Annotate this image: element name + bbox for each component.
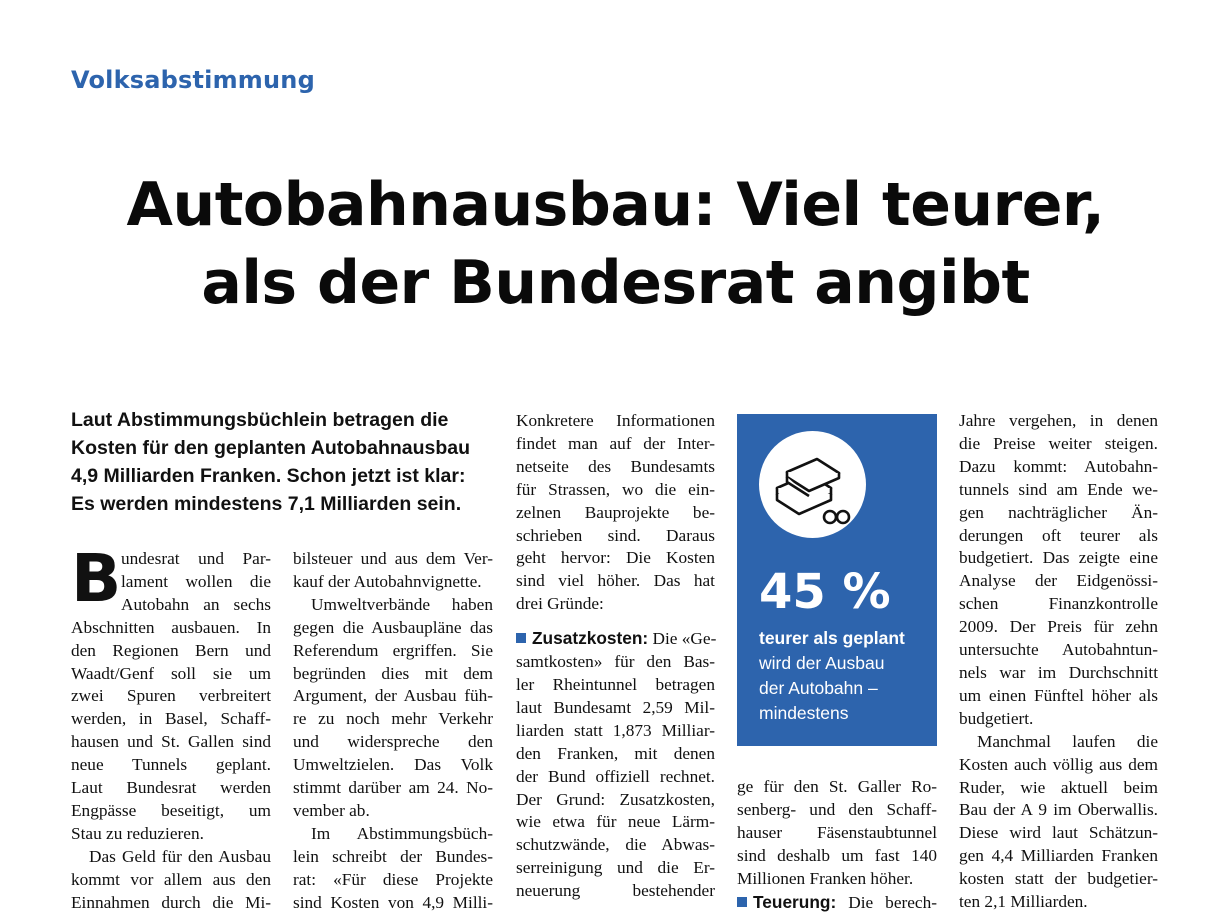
text-line: derungen oft teurer als [959, 525, 1158, 545]
text-line: netseite des Bundesamts [516, 456, 715, 476]
text-line: sind deshalb um fast 140 [737, 845, 937, 865]
text-line: neuerung bestehender [516, 881, 715, 901]
text-line: Einnahmen durch die Mi- [71, 892, 271, 912]
text-line: liarden statt 1,873 Milliar- [516, 720, 715, 740]
text-line: begründen dies mit dem [293, 663, 493, 683]
lead-line: Kosten für den geplanten Autobahnausbau [71, 437, 471, 459]
text-line: Engpässe beseitigt, um [71, 800, 271, 820]
article-headline [40, 166, 1191, 322]
lead-line: Es werden mindestens 7,1 Milliarden sein. [71, 493, 462, 515]
body-column-3 [516, 410, 715, 903]
body-column-1 [71, 540, 271, 915]
info-line: wird der Ausbau [759, 653, 885, 673]
text-line: tunnels sind am Ende we- [959, 479, 1158, 499]
text-line: Ruder, wie aktuell beim [959, 777, 1158, 797]
text-line: Millionen Franken höher. [737, 868, 914, 888]
text-line: der Bund offiziell rechnet. [516, 766, 715, 786]
body-column-4 [737, 776, 937, 914]
text-fragment: Die berech- [848, 892, 937, 912]
text-line: gen 4,4 Milliarden Franken [959, 846, 1158, 866]
text-line: hausen und St. Gallen sind [71, 732, 271, 752]
text-line: Umweltverbände haben [311, 594, 493, 614]
text-line: hauser Fäsenstaubtunnel [737, 822, 937, 842]
text-line: re zu noch mehr Verkehr [293, 709, 493, 729]
text-line: Umweltzielen. Das Volk [293, 755, 493, 775]
drop-cap: B [71, 540, 122, 617]
text-line: Autobahn an sechs [121, 594, 271, 614]
text-line: Kosten auch völlig aus dem [959, 754, 1158, 774]
text-line: ler Rheintunnel betragen [516, 674, 715, 694]
text-line: zelnen Bauprojekte be- [516, 502, 715, 522]
text-line: samtkosten» für den Bas- [516, 652, 715, 672]
text-line: Manchmal laufen die [977, 731, 1158, 751]
section-kicker: Volksabstimmung [71, 66, 315, 94]
subhead-teuerung: Teuerung: [753, 891, 837, 912]
lead-line: Laut Abstimmungsbüchlein betragen die [71, 409, 449, 431]
info-line: teurer als geplant [759, 628, 905, 648]
text-line [516, 627, 715, 651]
body-column-2 [293, 548, 493, 915]
text-line: gegen die Ausbaupläne das [293, 617, 493, 637]
text-line: bilsteuer und aus dem Ver- [293, 549, 493, 568]
text-line: Bau der A 9 im Oberwallis. [959, 800, 1158, 820]
text-line: Das Geld für den Ausbau [89, 846, 271, 866]
text-line: Argument, der Ausbau füh- [293, 686, 493, 706]
text-line: Der Grund: Zusatzkosten, [516, 789, 715, 809]
text-line: laut Bundesamt 2,59 Mil- [516, 697, 715, 717]
text-line: findet man auf der Inter- [516, 433, 715, 453]
text-line: undesrat und Par- [121, 549, 271, 568]
text-line: lament wollen die [121, 571, 271, 591]
text-line: serreinigung und die Er- [516, 858, 715, 878]
text-line: und widerspreche den [293, 732, 493, 752]
text-line: schrieben sind. Daraus [516, 525, 715, 545]
text-line: Referendum ergriffen. Sie [293, 640, 493, 660]
text-line: schutzwände, die Abwas- [516, 835, 715, 855]
info-box [737, 414, 937, 746]
text-line: sind Kosten von 4,9 Milli- [293, 892, 493, 912]
text-fragment: Die «Ge- [652, 629, 717, 649]
info-box-text [759, 626, 905, 726]
lead-line: 4,9 Milliarden Franken. Schon jetzt ist klar: [71, 465, 466, 487]
text-line: Analyse der Eidgenössi- [959, 571, 1158, 591]
body-column-5 [959, 410, 1158, 914]
text-line: kauf der Autobahnvignette. [293, 571, 482, 591]
headline-line: als der Bundesrat angibt [201, 248, 1030, 318]
text-line: neue Tunnels geplant. [71, 755, 271, 775]
text-line: werden, in Basel, Schaff- [71, 709, 271, 729]
text-line: kommt vor allem aus den [71, 869, 271, 889]
text-line: Stau zu reduzieren. [71, 823, 204, 843]
text-line: schen Finanzkontrolle [959, 594, 1158, 614]
text-line: nels war im Durchschnitt [959, 662, 1158, 682]
text-line: vember ab. [293, 800, 370, 820]
text-line: senberg- und den Schaff- [737, 799, 937, 819]
text-line: die Preise weiter steigen. [959, 433, 1158, 453]
text-line: Laut Bundesrat werden [71, 778, 271, 798]
square-bullet-icon [516, 633, 526, 643]
text-line: budgetiert. Das zeigte eine [959, 548, 1158, 568]
text-line: rat: «Für diese Projekte [293, 869, 493, 889]
text-line: Im Abstimmungsbüch- [311, 823, 493, 843]
info-line: der Autobahn – [759, 678, 878, 698]
text-line: ge für den St. Galler Ro- [737, 777, 937, 796]
text-line: ten 2,1 Milliarden. [959, 892, 1088, 912]
text-line: gen nachträglicher Än- [959, 502, 1158, 522]
text-line: Konkretere Informationen [516, 411, 715, 430]
text-line: 2009. Der Preis für zehn [959, 617, 1158, 637]
text-line: Diese wird laut Schätzun- [959, 823, 1158, 843]
text-line: den Franken, mit denen [516, 743, 715, 763]
text-line: für Strassen, wo die ein- [516, 479, 715, 499]
text-line: den Regionen Bern und [71, 640, 271, 660]
headline-line: Autobahnausbau: Viel teurer, [126, 170, 1105, 240]
text-line: budgetiert. [959, 708, 1034, 728]
text-line: Abschnitten ausbauen. In [71, 617, 271, 637]
article-lead [71, 406, 471, 518]
text-line [737, 891, 937, 915]
text-line: sind viel höher. Das hat [516, 571, 715, 591]
text-line: lein schreibt der Bundes- [293, 846, 493, 866]
text-line: zwei Spuren verbreitert [71, 686, 271, 706]
info-line: mindestens [759, 703, 849, 723]
percent-figure: 45 % [759, 564, 891, 620]
text-line: Jahre vergehen, in denen [959, 411, 1158, 430]
subhead-zusatzkosten: Zusatzkosten: [532, 628, 649, 649]
money-stack-icon [759, 431, 866, 538]
text-line: geht hervor: Die Kosten [516, 548, 715, 568]
text-line: um einen Fünftel höher als [959, 685, 1158, 705]
text-line: kosten statt der budgetier- [959, 869, 1158, 889]
text-line: Waadt/Genf soll sie um [71, 663, 271, 683]
text-line: Dazu kommt: Autobahn- [959, 456, 1158, 476]
text-line: untersuchte Autobahntun- [959, 640, 1158, 660]
square-bullet-icon [737, 897, 747, 907]
text-line: stimmt darüber am 24. No- [293, 778, 493, 798]
icon-circle [759, 431, 866, 538]
text-line: drei Gründe: [516, 594, 604, 614]
text-line: wie etwa für neue Lärm- [516, 812, 715, 832]
